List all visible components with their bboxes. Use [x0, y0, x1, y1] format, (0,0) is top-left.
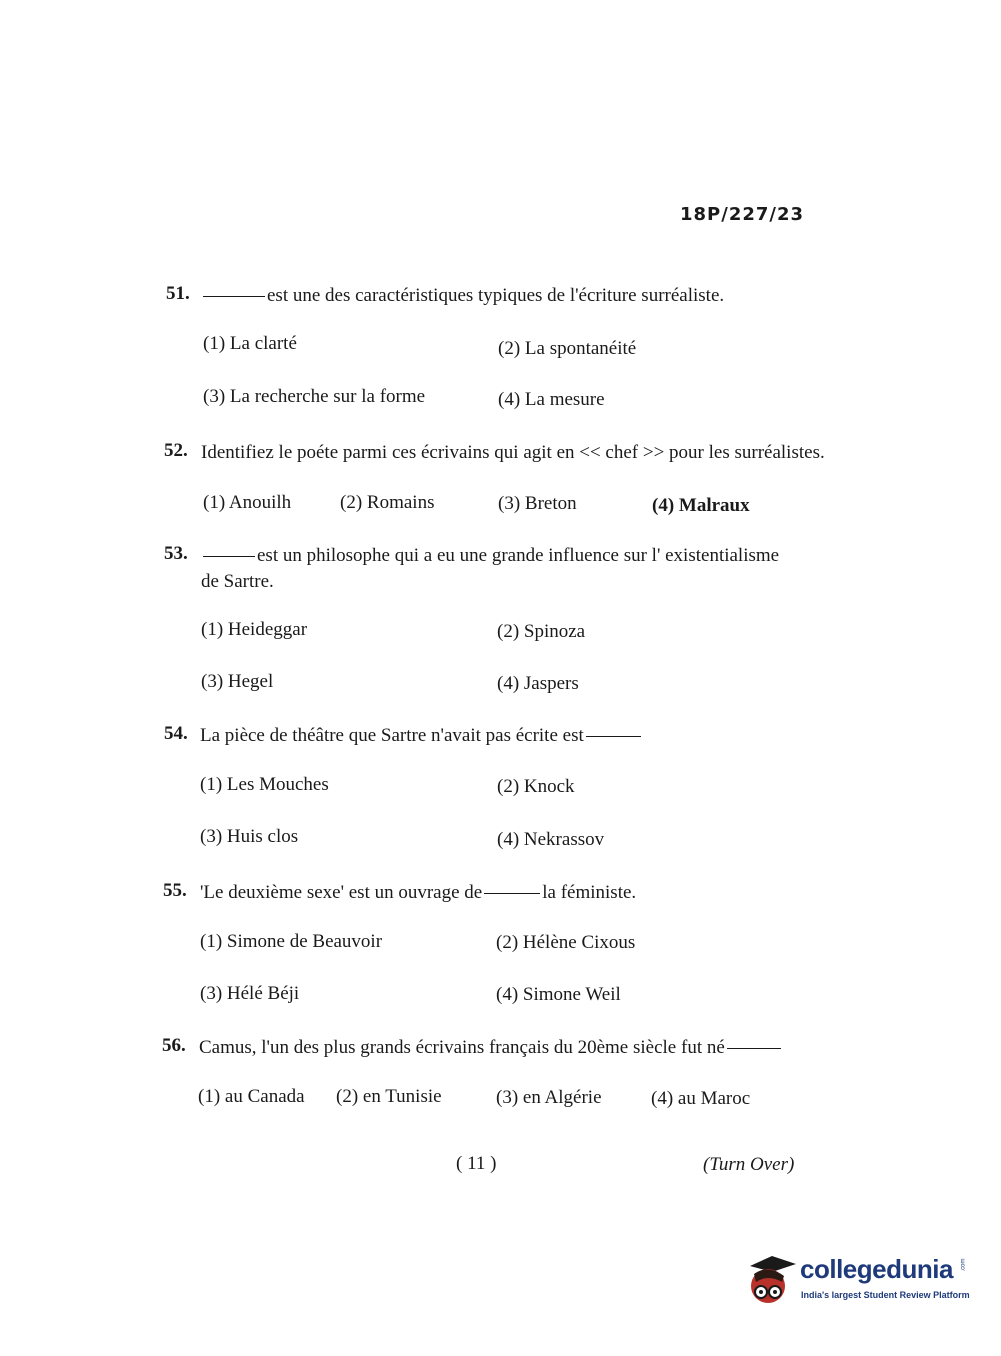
option-2: (2) Knock	[497, 776, 575, 797]
option-2: (2) La spontanéité	[498, 338, 637, 359]
option-1: (1) Simone de Beauvoir	[200, 931, 383, 952]
option-3: (3) Hegel	[201, 671, 274, 692]
option-4: (4) au Maroc	[651, 1088, 751, 1109]
option-2: (2) Spinoza	[497, 621, 586, 642]
option-4: (4) Jaspers	[497, 673, 579, 694]
question-text: La pièce de théâtre que Sartre n'avait pas écrite est	[200, 723, 643, 749]
question-number: 51.	[166, 283, 190, 304]
option-2: (2) Hélène Cixous	[496, 932, 636, 953]
question-number: 54.	[164, 723, 188, 744]
question-number: 52.	[164, 440, 188, 461]
mascot-icon	[744, 1252, 798, 1312]
collegedunia-logo	[744, 1252, 974, 1312]
question-text: 'Le deuxième sexe' est un ouvrage de la féministe.	[200, 882, 637, 903]
option-3: (3) Hélé Béji	[200, 983, 300, 1004]
option-3: (3) en Algérie	[496, 1087, 602, 1108]
question-number: 55.	[163, 880, 187, 901]
option-1: (1) Anouilh	[203, 492, 292, 513]
question-text: est une des caractéristiques typiques de l'écriture surréaliste.	[201, 283, 724, 309]
option-4: (4) Malraux	[652, 495, 750, 516]
brand-tagline: India's largest Student Review Platform	[801, 1290, 970, 1300]
turn-over-label: (Turn Over)	[703, 1154, 795, 1175]
option-2: (2) Romains	[340, 492, 435, 513]
question-text: Camus, l'un des plus grands écrivains français du 20ème siècle fut né	[199, 1035, 783, 1061]
option-1: (1) au Canada	[198, 1086, 305, 1107]
option-1: (1) Les Mouches	[200, 774, 329, 795]
option-1: (1) La clarté	[203, 333, 297, 354]
question-number: 53.	[164, 543, 188, 564]
brand-name: collegedunia	[800, 1254, 953, 1284]
blank	[203, 556, 255, 557]
paper-code: 18P/227/23	[680, 204, 805, 225]
option-3: (3) Huis clos	[200, 826, 299, 847]
option-4: (4) Nekrassov	[497, 829, 605, 850]
option-3: (3) Breton	[498, 493, 577, 514]
option-4: (4) La mesure	[498, 389, 605, 410]
brand-suffix: .com	[960, 1258, 967, 1272]
blank	[586, 736, 641, 737]
question-text: est un philosophe qui a eu une grande influence sur l' existentialisme de Sartre.	[201, 545, 780, 592]
option-2: (2) en Tunisie	[336, 1086, 442, 1107]
option-1: (1) Heideggar	[201, 619, 308, 640]
option-3: (3) La recherche sur la forme	[203, 386, 426, 407]
blank	[484, 893, 540, 894]
blank	[203, 296, 265, 297]
question-number: 56.	[162, 1035, 186, 1056]
blank	[727, 1048, 781, 1049]
question-text: Identifiez le poéte parmi ces écrivains qui agit en << chef >> pour les surréalistes.	[201, 442, 825, 463]
page-number: ( 11 )	[456, 1153, 497, 1174]
option-4: (4) Simone Weil	[496, 984, 621, 1005]
